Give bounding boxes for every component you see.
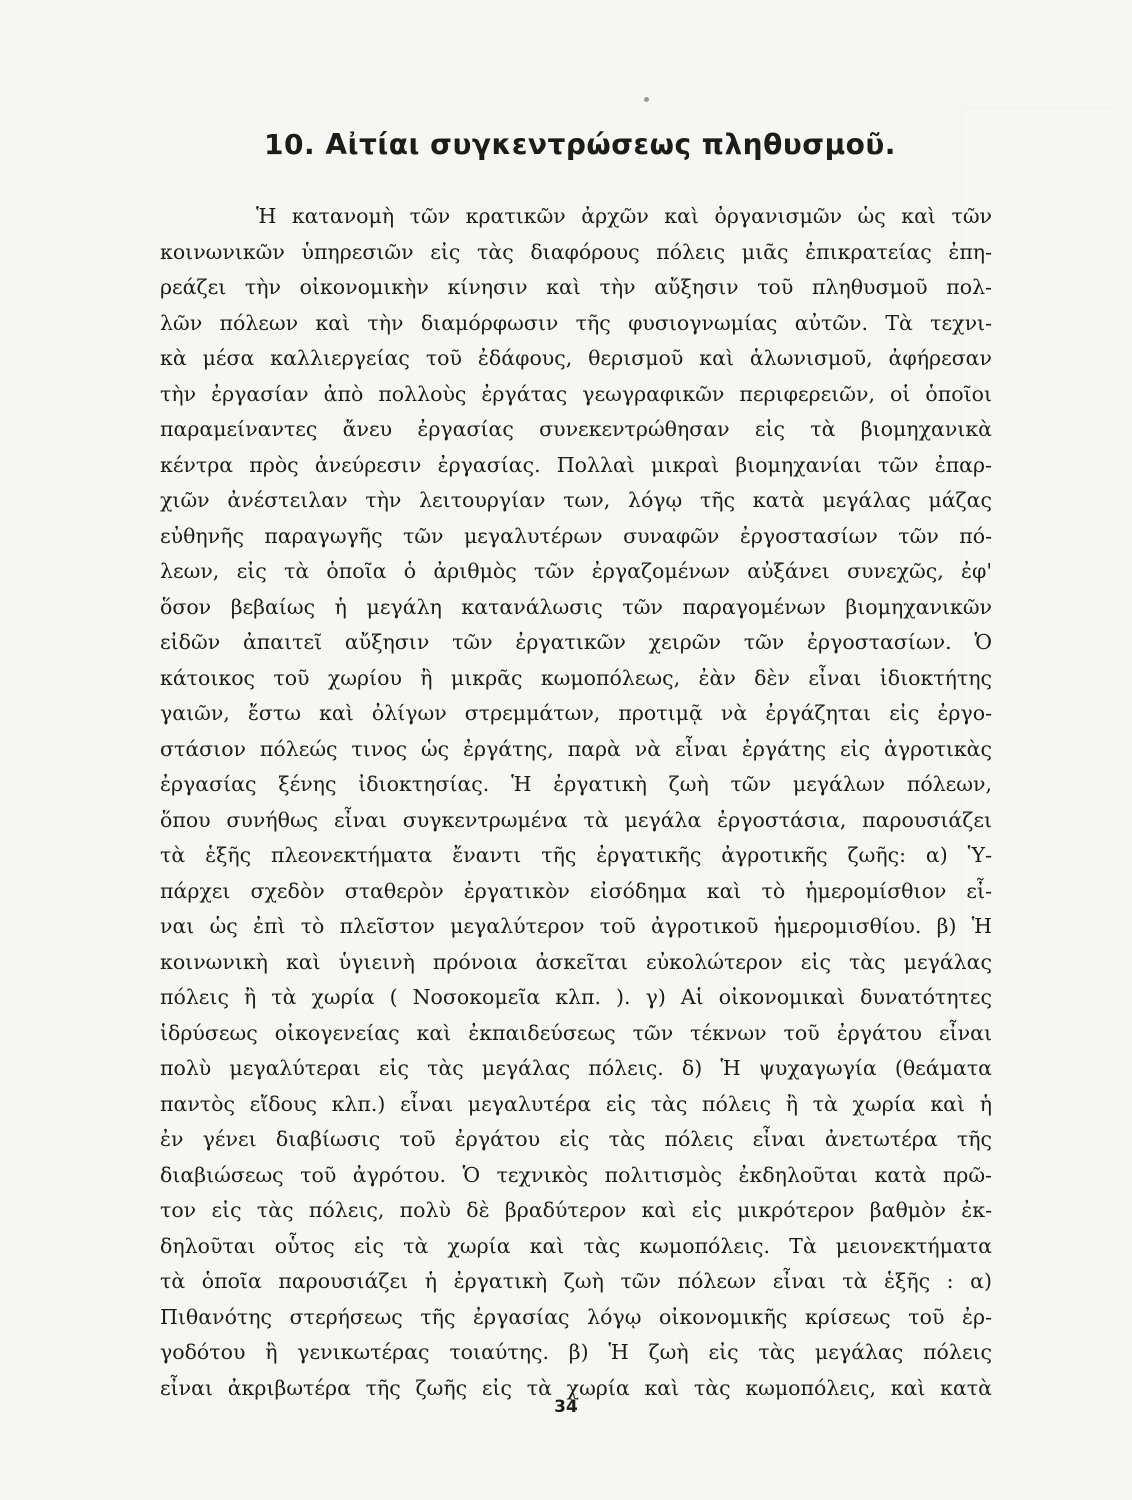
text-line: χιῶν ἀνέστειλαν τὴν λειτουργίαν των, λόγῳ τῆς κατὰ μεγάλας μάζας (160, 488, 992, 512)
page-number: 34 (554, 1397, 578, 1417)
text-line: δηλοῦται οὗτος εἰς τὰ χωρία καὶ τὰς κωμοπόλεις. Τὰ μειονεκτήματα (160, 1233, 992, 1258)
text-line: κάτοικος τοῦ χωρίου ἢ μικρᾶς κωμοπόλεως, ἐὰν δὲν εἶναι ἰδιοκτήτης (160, 665, 992, 690)
text-line: στάσιον πόλεώς τινος ὡς ἐργάτης, παρὰ νὰ εἶναι ἐργάτης εἰς ἀγροτικὰς (160, 736, 992, 761)
body-paragraph (160, 199, 992, 1406)
text-line: Πιθανότης στερήσεως τῆς ἐργασίας λόγῳ οἰκονομικῆς κρίσεως τοῦ ἐρ- (160, 1304, 992, 1329)
ink-dot (644, 97, 649, 102)
text-line: εὐθηνῆς παραγωγῆς τῶν μεγαλυτέρων συναφῶν ἐργοστασίων τῶν πό- (160, 523, 992, 548)
text-line: παραμείναντες ἄνευ ἐργασίας συνεκεντρώθησαν εἰς τὰ βιομηχανικὰ (160, 417, 992, 441)
text-line: ὅσον βεβαίως ἡ μεγάλη κατανάλωσις τῶν παραγομένων βιομηχανικῶν (160, 594, 992, 619)
text-line: διαβιώσεως τοῦ ἀγρότου. Ὁ τεχνικὸς πολιτισμὸς ἐκδηλοῦται κατὰ πρῶ- (160, 1162, 992, 1187)
text-line: κέντρα πρὸς ἀνεύρεσιν ἐργασίας. Πολλαὶ μικραὶ βιομηχανίαι τῶν ἐπαρ- (160, 452, 992, 477)
text-line: τον εἰς τὰς πόλεις, πολὺ δὲ βραδύτερον καὶ εἰς μικρότερον βαθμὸν ἐκ- (160, 1198, 992, 1222)
text-line: εἶναι ἀκριβωτέρα τῆς ζωῆς εἰς τὰ χωρία καὶ τὰς κωμοπόλεις, καὶ κατὰ (160, 1375, 992, 1400)
text-line: ἐν γένει διαβίωσις τοῦ ἐργάτου εἰς τὰς πόλεις εἶναι ἀνετωτέρα τῆς (160, 1127, 992, 1151)
text-line: ἐργασίας ξένης ἰδιοκτησίας. Ἡ ἐργατικὴ ζωὴ τῶν μεγάλων πόλεων, (160, 772, 992, 796)
text-line: Ἡ κατανομὴ τῶν κρατικῶν ἀρχῶν καὶ ὀργανισμῶν ὡς καὶ τῶν (256, 204, 992, 228)
text-line: ναι ὡς ἐπὶ τὸ πλεῖστον μεγαλύτερον τοῦ ἀγροτικοῦ ἡμερομισθίου. β) Ἡ (160, 914, 992, 938)
text-line: γαιῶν, ἔστω καὶ ὀλίγων στρεμμάτων, προτιμᾷ νὰ ἐργάζηται εἰς ἐργο- (160, 701, 992, 725)
text-line: πολὺ μεγαλύτεραι εἰς τὰς μεγάλας πόλεις. δ) Ἡ ψυχαγωγία (θεάματα (160, 1056, 992, 1080)
text-line: τὴν ἐργασίαν ἀπὸ πολλοὺς ἐργάτας γεωγραφικῶν περιφερειῶν, οἱ ὁποῖοι (160, 381, 992, 406)
text-line: εἰδῶν ἀπαιτεῖ αὔξησιν τῶν ἐργατικῶν χειρῶν τῶν ἐργοστασίων. Ὁ (160, 630, 992, 654)
text-line: ρεάζει τὴν οἰκονομικὴν κίνησιν καὶ τὴν αὔξησιν τοῦ πληθυσμοῦ πολ- (160, 275, 992, 299)
text-line: ὅπου συνήθως εἶναι συγκεντρωμένα τὰ μεγάλα ἐργοστάσια, παρουσιάζει (160, 807, 992, 832)
text-line: κὰ μέσα καλλιεργείας τοῦ ἐδάφους, θερισμοῦ καὶ ἁλωνισμοῦ, ἀφήρεσαν (160, 346, 992, 370)
text-line: ἱδρύσεως οἰκογενείας καὶ ἐκπαιδεύσεως τῶν τέκνων τοῦ ἐργάτου εἶναι (160, 1020, 992, 1045)
text-line: τὰ ὁποῖα παρουσιάζει ἡ ἐργατικὴ ζωὴ τῶν πόλεων εἶναι τὰ ἑξῆς : α) (160, 1269, 992, 1293)
section-title: 10. Αἰτίαι συγκεντρώσεως πληθυσμοῦ. (264, 128, 896, 161)
text-line: τὰ ἑξῆς πλεονεκτήματα ἔναντι τῆς ἐργατικῆς ἀγροτικῆς ζωῆς: α) Ὑ- (160, 843, 992, 867)
text-line: κοινωνικὴ καὶ ὑγιεινὴ πρόνοια ἀσκεῖται εὐκολώτερον εἰς τὰς μεγάλας (160, 949, 992, 974)
text-line: πόλεις ἢ τὰ χωρία ( Νοσοκομεῖα κλπ. ). γ) Αἱ οἰκονομικαὶ δυνατότητες (160, 985, 992, 1009)
text-line: λεων, εἰς τὰ ὁποῖα ὁ ἀριθμὸς τῶν ἐργαζομένων αὐξάνει συνεχῶς, ἐφ' (160, 559, 992, 583)
text-line: παντὸς εἴδους κλπ.) εἶναι μεγαλυτέρα εἰς τὰς πόλεις ἢ τὰ χωρία καὶ ἡ (160, 1091, 992, 1116)
text-line: γοδότου ἢ γενικωτέρας τοιαύτης. β) Ἡ ζωὴ εἰς τὰς μεγάλας πόλεις (160, 1340, 992, 1364)
text-line: πάρχει σχεδὸν σταθερὸν ἐργατικὸν εἰσόδημα καὶ τὸ ἡμερομίσθιον εἶ- (160, 878, 992, 903)
text-line: λῶν πόλεων καὶ τὴν διαμόρφωσιν τῆς φυσιογνωμίας αὐτῶν. Τὰ τεχνι- (160, 310, 992, 335)
text-line: κοινωνικῶν ὑπηρεσιῶν εἰς τὰς διαφόρους πόλεις μιᾶς ἐπικρατείας ἐπη- (160, 239, 992, 264)
